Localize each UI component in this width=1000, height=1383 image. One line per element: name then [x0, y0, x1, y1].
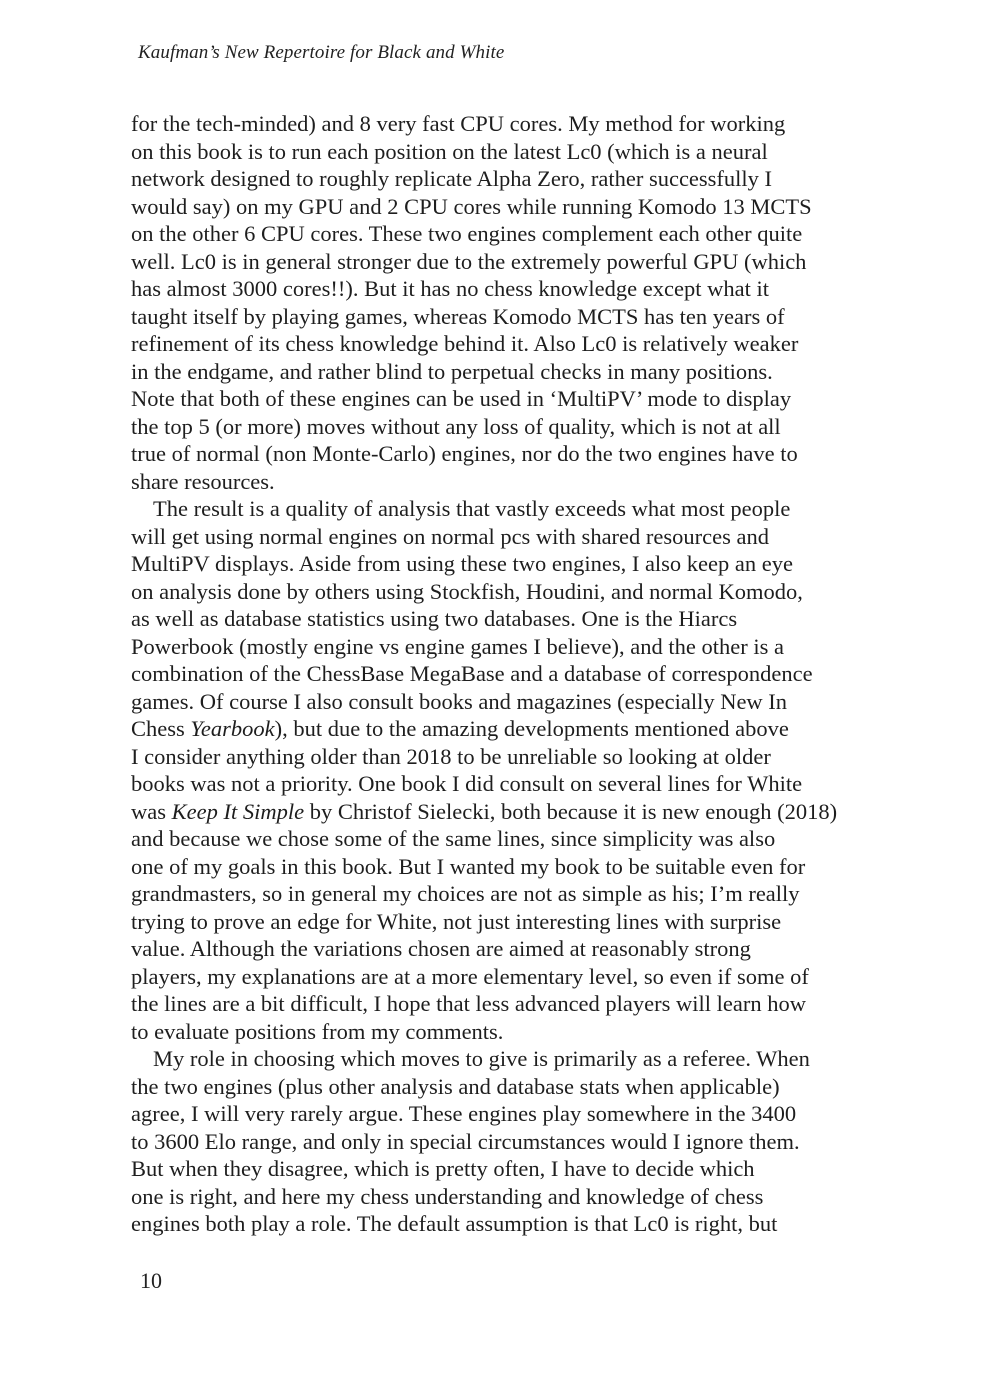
text-line: the two engines (plus other analysis and database stats when applicable) [131, 1073, 780, 1099]
body-text [131, 110, 871, 1238]
text-line: for the tech-minded) and 8 very fast CPU cores. My method for working [131, 111, 786, 136]
text-line: Note that both of these engines can be used in ‘MultiPV’ mode to display [131, 386, 792, 411]
text-line: But when they disagree, which is pretty often, I have to decide which [131, 1156, 755, 1181]
page-number: 10 [140, 1268, 162, 1293]
text-line: will get using normal engines on normal pcs with shared resources and [131, 523, 769, 549]
text-line: trying to prove an edge for White, not just interesting lines with surprise [131, 908, 782, 934]
text-line-with-italic [131, 798, 871, 826]
italic-title: Keep It Simple [171, 798, 305, 824]
text-line: network designed to roughly replicate Alpha Zero, rather successfully I [131, 166, 773, 191]
text-line: would say) on my GPU and 2 CPU cores while running Komodo 13 MCTS [131, 193, 812, 219]
text-line: in the endgame, and rather blind to perpetual checks in many positions. [131, 358, 773, 384]
text-line: and because we chose some of the same lines, since simplicity was also [131, 826, 776, 851]
text-line: games. Of course I also consult books and magazines (especially New In [131, 688, 788, 714]
text-line: on this book is to run each position on the latest Lc0 (which is a neural [131, 138, 768, 164]
text-line-with-italic [131, 715, 871, 743]
text-line: I consider anything older than 2018 to be unreliable so looking at older [131, 743, 771, 769]
running-head-title: Kaufman’s New Repertoire for Black and White [138, 42, 505, 63]
text-run: Chess [131, 716, 191, 741]
text-line: the lines are a bit difficult, I hope that less advanced players will learn how [131, 991, 806, 1016]
text-line: to evaluate positions from my comments. [131, 1018, 504, 1044]
paragraph-start-line: The result is a quality of analysis that vastly exceeds what most people [153, 496, 791, 521]
text-line: as well as database statistics using two databases. One is the Hiarcs [131, 606, 738, 631]
text-line: grandmasters, so in general my choices are not as simple as his; I’m really [131, 881, 800, 906]
text-line: combination of the ChessBase MegaBase and a database of correspondence [131, 661, 813, 686]
text-line: one is right, and here my chess understanding and knowledge of chess [131, 1183, 764, 1209]
text-line: agree, I will very rarely argue. These engines play somewhere in the 3400 [131, 1101, 797, 1126]
text-run: was [131, 798, 172, 824]
text-line: books was not a priority. One book I did consult on several lines for White [131, 771, 803, 796]
text-line: well. Lc0 is in general stronger due to the extremely powerful GPU (which [131, 248, 807, 274]
text-line: share resources. [131, 468, 275, 494]
italic-title: Yearbook [190, 716, 275, 741]
text-line: true of normal (non Monte-Carlo) engines, nor do the two engines have to [131, 441, 798, 466]
text-line: MultiPV displays. Aside from using these two engines, I also keep an eye [131, 551, 793, 576]
text-line: on the other 6 CPU cores. These two engines complement each other quite [131, 221, 803, 246]
text-line: engines both play a role. The default assumption is that Lc0 is right, but [131, 1211, 778, 1236]
text-line: to 3600 Elo range, and only in special circumstances would I ignore them. [131, 1128, 800, 1154]
text-line: on analysis done by others using Stockfish, Houdini, and normal Komodo, [131, 578, 803, 604]
text-line: the top 5 (or more) moves without any loss of quality, which is not at all [131, 413, 781, 439]
paragraph-start-line: My role in choosing which moves to give is primarily as a referee. When [153, 1046, 810, 1071]
text-run: ), but due to the amazing developments mentioned above [274, 716, 789, 741]
text-line: refinement of its chess knowledge behind it. Also Lc0 is relatively weaker [131, 331, 799, 356]
text-line: players, my explanations are at a more elementary level, so even if some of [131, 963, 809, 989]
text-line: taught itself by playing games, whereas Komodo MCTS has ten years of [131, 303, 785, 329]
text-line: one of my goals in this book. But I wanted my book to be suitable even for [131, 853, 806, 879]
text-line: Powerbook (mostly engine vs engine games I believe), and the other is a [131, 633, 784, 659]
text-line: value. Although the variations chosen are aimed at reasonably strong [131, 936, 751, 961]
text-run: by Christof Sielecki, both because it is new enough (2018) [304, 798, 838, 824]
text-line: has almost 3000 cores!!). But it has no chess knowledge except what it [131, 276, 769, 301]
